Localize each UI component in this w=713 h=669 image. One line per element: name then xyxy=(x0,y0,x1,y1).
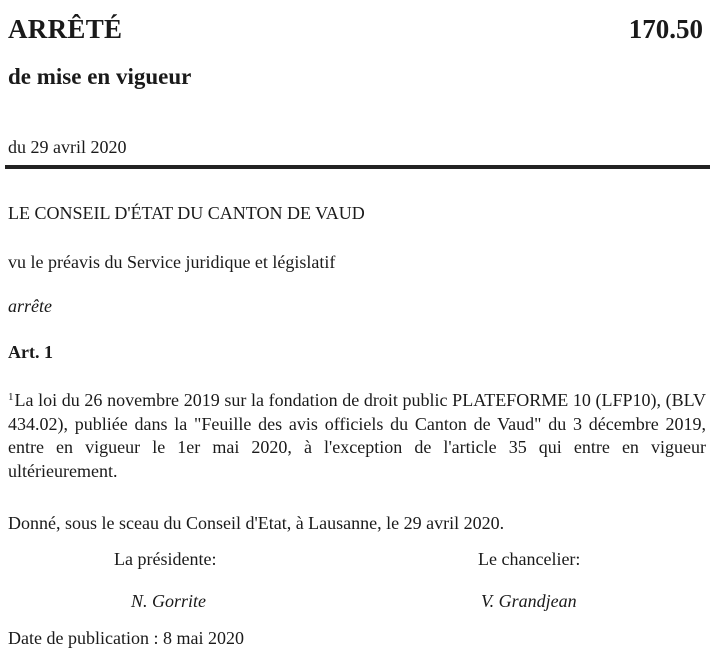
document-title: ARRÊTÉ xyxy=(8,14,123,44)
publication-date: Date de publication : 8 mai 2020 xyxy=(8,628,244,648)
document-subtitle: de mise en vigueur xyxy=(8,64,192,89)
document-date: du 29 avril 2020 xyxy=(8,137,127,157)
paragraph-text: La loi du 26 novembre 2019 sur la fondation de droit public PLATEFORME 10 (LFP10), (BLV 434.02), publiée dans la "Feuille des avis officiels du Canton de Vaud" du 3 décembre 2019, entre en vigueur le 1er mai 2020, à l'exception de l'article 35 qui entre en vigueur ultérieurement. xyxy=(8,390,706,481)
preavis-line: vu le préavis du Service juridique et législatif xyxy=(8,252,336,272)
paragraph-number: 1 xyxy=(8,391,14,403)
council-heading: LE CONSEIL D'ÉTAT DU CANTON DE VAUD xyxy=(8,203,365,223)
chancellor-role: Le chancelier: xyxy=(478,549,581,569)
article-paragraph xyxy=(8,386,706,483)
document-number: 170.50 xyxy=(628,14,703,44)
arrete-line: arrête xyxy=(8,296,52,316)
chancellor-name: V. Grandjean xyxy=(481,591,577,611)
given-line: Donné, sous le sceau du Conseil d'Etat, à Lausanne, le 29 avril 2020. xyxy=(8,513,505,533)
president-name: N. Gorrite xyxy=(131,591,207,611)
president-role: La présidente: xyxy=(114,549,217,569)
article-title: Art. 1 xyxy=(8,342,53,362)
header-divider xyxy=(5,165,710,169)
